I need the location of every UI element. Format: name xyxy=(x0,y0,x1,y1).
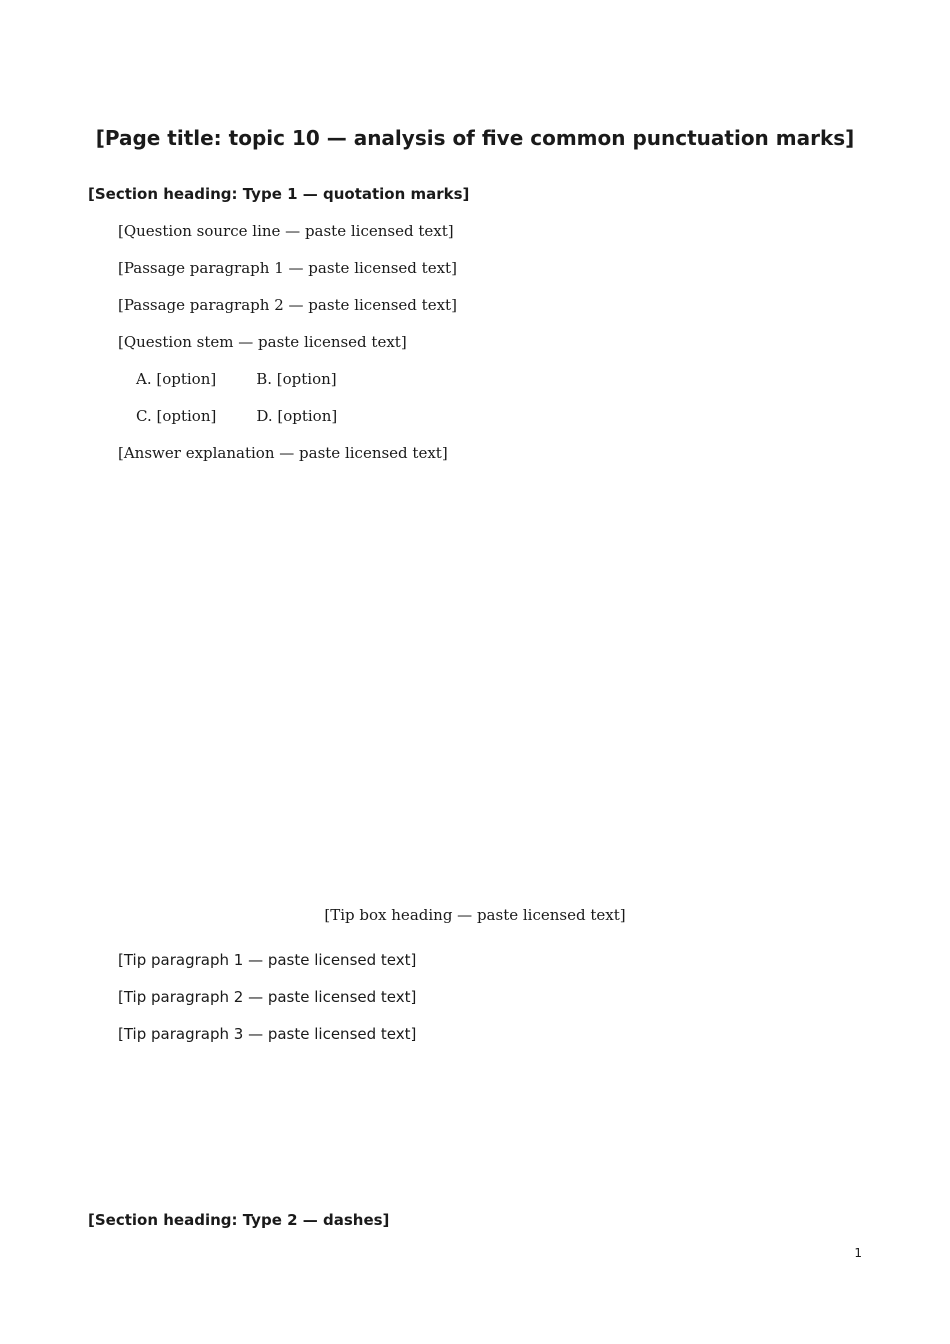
question-source: [Question source line — paste licensed text] xyxy=(118,222,454,240)
tip-paragraph-1: [Tip paragraph 1 — paste licensed text] xyxy=(118,951,417,969)
option-a: A. [option] xyxy=(136,370,217,388)
question-stem: [Question stem — paste licensed text] xyxy=(118,333,407,351)
options-row-1 xyxy=(88,361,863,398)
tip-box xyxy=(88,942,863,1053)
section-1 xyxy=(88,176,863,472)
options-row-2 xyxy=(88,398,863,435)
option-d: D. [option] xyxy=(256,407,338,425)
option-c: C. [option] xyxy=(136,407,217,425)
tip-heading: [Tip box heading — paste licensed text] xyxy=(324,906,626,924)
tip-paragraph-2: [Tip paragraph 2 — paste licensed text] xyxy=(118,988,417,1006)
tip-paragraph-3: [Tip paragraph 3 — paste licensed text] xyxy=(118,1025,417,1043)
passage-paragraph-2: [Passage paragraph 2 — paste licensed text] xyxy=(118,296,457,314)
analysis-paragraph: [Answer explanation — paste licensed text] xyxy=(118,444,448,462)
option-b: B. [option] xyxy=(256,370,337,388)
section-1-heading: [Section heading: Type 1 — quotation marks] xyxy=(88,185,470,203)
page-number: 1 xyxy=(854,1246,862,1260)
page-title: [Page title: topic 10 — analysis of five common punctuation marks] xyxy=(95,126,855,150)
passage-paragraph-1: [Passage paragraph 1 — paste licensed text] xyxy=(118,259,457,277)
section-2-heading: [Section heading: Type 2 — dashes] xyxy=(88,1211,390,1229)
section-2 xyxy=(88,1202,863,1239)
